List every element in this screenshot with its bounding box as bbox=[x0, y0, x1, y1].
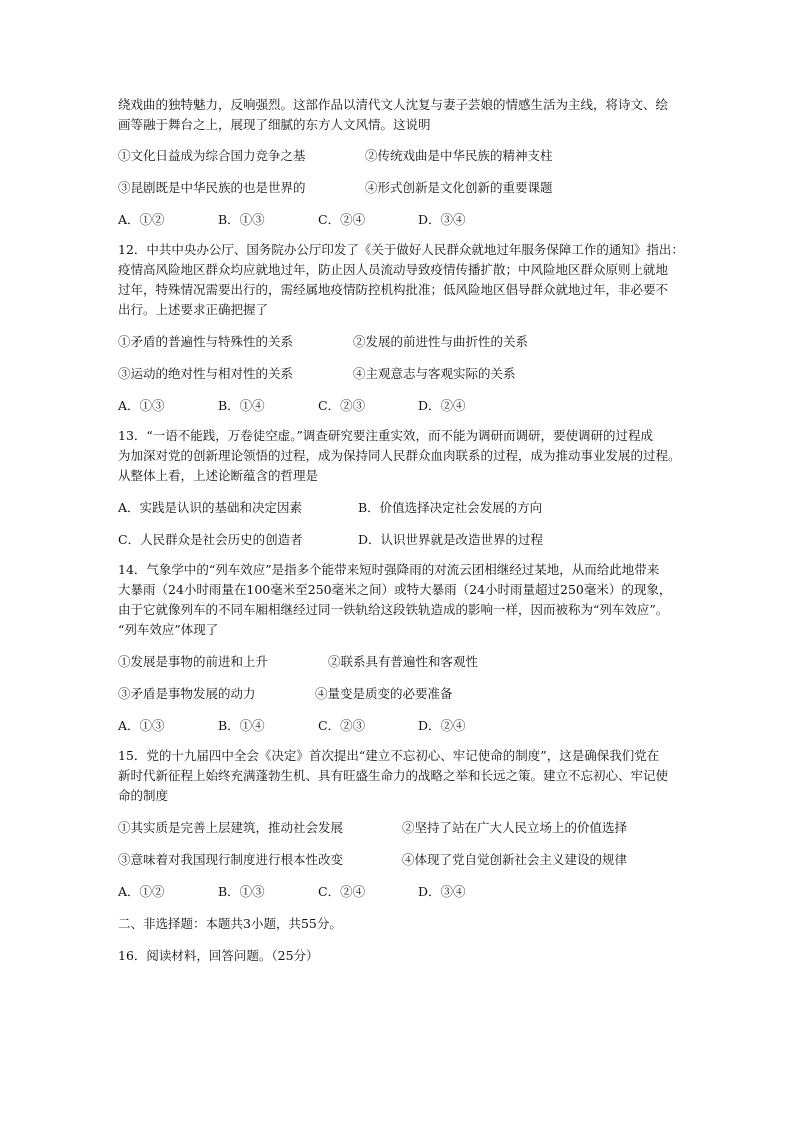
option-c: C．人民群众是社会历史的创造者 bbox=[118, 532, 303, 547]
answer-a: A．①③ bbox=[118, 718, 165, 733]
q12-options-row-2 bbox=[118, 364, 680, 384]
q15-stem bbox=[118, 746, 680, 806]
text-line: 15．党的十九届四中全会《决定》首次提出“建立不忘初心、牢记使命的制度”，这是确保我们党在 bbox=[118, 748, 660, 763]
text-line: 疫情高风险地区群众均应就地过年，防止因人员流动导致疫情传播扩散；中风险地区群众原则上就地 bbox=[118, 262, 669, 277]
text-line: 出行。上述要求正确把握了 bbox=[118, 302, 269, 317]
text-line: 由于它就像列车的不同车厢相继经过同一铁轨给这段铁轨造成的影响一样，因而被称为“列车效应”。 bbox=[118, 602, 669, 617]
answer-a: A．①② bbox=[118, 884, 165, 899]
text-line: 过年，特殊情况需要出行的，需经属地疫情防控机构批准；低风险地区倡导群众就地过年，非必要不 bbox=[118, 282, 669, 297]
option-b: B．价值选择决定社会发展的方向 bbox=[358, 500, 543, 515]
q12-options-row-1 bbox=[118, 332, 680, 352]
text-line: 12．中共中央办公厅、国务院办公厅印发了《关于做好人民群众就地过年服务保障工作的通知》指出： bbox=[118, 242, 684, 257]
text-line: 为加深对党的创新理论领悟的过程，成为保持同人民群众血肉联系的过程，成为推动事业发展的过程。 bbox=[118, 448, 681, 463]
answer-c: C．②④ bbox=[318, 884, 366, 899]
option-2: ②传统戏曲是中华民族的精神支柱 bbox=[365, 148, 553, 163]
option-2: ②坚持了站在广大人民立场上的价值选择 bbox=[402, 820, 628, 835]
answer-d: D．②④ bbox=[418, 718, 466, 733]
answer-d: D．②④ bbox=[418, 398, 466, 413]
text-line: 命的制度 bbox=[118, 788, 169, 803]
option-3: ③矛盾是事物发展的动力 bbox=[118, 686, 256, 701]
option-4: ④主观意志与客观实际的关系 bbox=[353, 366, 516, 381]
answer-a: A．①② bbox=[118, 212, 165, 227]
text-line: 大暴雨（24小时雨量在100毫米至250毫米之间）或特大暴雨（24小时雨量超过250毫米）的现象， bbox=[118, 582, 672, 597]
q15-options-row-2 bbox=[118, 850, 680, 870]
q14-options-row-2 bbox=[118, 684, 680, 704]
option-1: ①文化日益成为综合国力竞争之基 bbox=[118, 148, 306, 163]
option-3: ③运动的绝对性与相对性的关系 bbox=[118, 366, 294, 381]
q14-answers bbox=[118, 716, 680, 736]
q11-stem bbox=[118, 95, 680, 135]
option-1: ①其实质是完善上层建筑，推动社会发展 bbox=[118, 820, 344, 835]
q11-options-row-2 bbox=[118, 178, 680, 198]
option-4: ④形式创新是文化创新的重要课题 bbox=[365, 180, 553, 195]
text-line: 新时代新征程上始终充满蓬勃生机、具有旺盛生命力的战略之举和长远之策。建立不忘初心、牢记使 bbox=[118, 768, 669, 783]
section-heading: 二、非选择题：本题共3小题，共55分。 bbox=[118, 916, 342, 931]
option-1: ①发展是事物的前进和上升 bbox=[118, 654, 269, 669]
answer-c: C．②③ bbox=[318, 398, 366, 413]
q11-answers bbox=[118, 210, 680, 230]
option-3: ③昆剧既是中华民族的也是世界的 bbox=[118, 180, 306, 195]
answer-c: C．②④ bbox=[318, 212, 366, 227]
text-line: 绕戏曲的独特魅力，反响强烈。这部作品以清代文人沈复与妻子芸娘的情感生活为主线，将诗文、绘 bbox=[118, 97, 669, 112]
text-line: 画等融于舞台之上，展现了细腻的东方人文风情。这说明 bbox=[118, 117, 431, 132]
q16-stem: 16．阅读材料，回答问题。（25分） bbox=[118, 948, 319, 963]
option-d: D．认识世界就是改造世界的过程 bbox=[358, 532, 544, 547]
q15-options-row-1 bbox=[118, 818, 680, 838]
text-line: 13．“一语不能践，万卷徒空虚。”调查研究要注重实效，而不能为调研而调研，要使调研的过程成 bbox=[118, 428, 653, 443]
q13-options-row-2 bbox=[118, 530, 680, 550]
answer-c: C．②③ bbox=[318, 718, 366, 733]
answer-b: B．①③ bbox=[218, 884, 265, 899]
answer-a: A．①③ bbox=[118, 398, 165, 413]
option-1: ①矛盾的普遍性与特殊性的关系 bbox=[118, 334, 294, 349]
option-4: ④体现了党自觉创新社会主义建设的规律 bbox=[402, 852, 628, 867]
answer-b: B．①④ bbox=[218, 718, 265, 733]
option-a: A．实践是认识的基础和决定因素 bbox=[118, 500, 303, 515]
answer-b: B．①③ bbox=[218, 212, 265, 227]
q13-options-row-1 bbox=[118, 498, 680, 518]
option-4: ④量变是质变的必要准备 bbox=[315, 686, 453, 701]
text-line: 14．气象学中的“列车效应”是指多个能带来短时强降雨的对流云团相继经过某地，从而给此地带来 bbox=[118, 562, 660, 577]
q14-stem bbox=[118, 560, 680, 640]
q15-answers bbox=[118, 882, 680, 902]
q12-answers bbox=[118, 396, 680, 416]
q14-options-row-1 bbox=[118, 652, 680, 672]
option-2: ②联系具有普遍性和客观性 bbox=[328, 654, 479, 669]
option-3: ③意味着对我国现行制度进行根本性改变 bbox=[118, 852, 344, 867]
answer-d: D．③④ bbox=[418, 884, 466, 899]
option-2: ②发展的前进性与曲折性的关系 bbox=[353, 334, 529, 349]
text-line: 从整体上看，上述论断蕴含的哲理是 bbox=[118, 468, 319, 483]
q13-stem bbox=[118, 426, 680, 486]
q12-stem bbox=[118, 240, 684, 320]
answer-d: D．③④ bbox=[418, 212, 466, 227]
q11-options-row-1 bbox=[118, 146, 680, 166]
answer-b: B．①④ bbox=[218, 398, 265, 413]
text-line: “列车效应”体现了 bbox=[118, 622, 219, 637]
